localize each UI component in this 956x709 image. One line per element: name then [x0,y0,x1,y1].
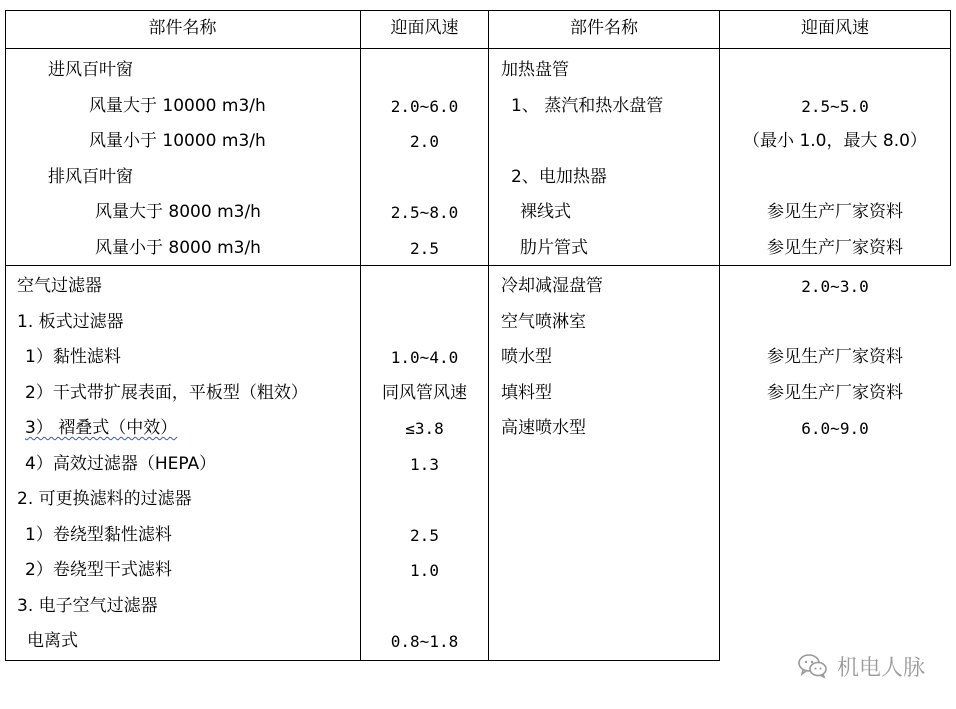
header-face-velocity-left: 迎面风速 [390,18,459,38]
list-item: 风量小于 8000 m3/h [95,237,261,258]
table-cell: 同风管风速 [382,382,467,403]
table-cell: 2.5~5.0 [801,96,869,116]
list-item: 进风百叶窗 [48,60,133,80]
list-item: 2）干式带扩展表面，平板型（粗效） [25,382,308,403]
section2-left-values [361,269,488,660]
table-cell [361,269,488,305]
list-item: 裸线式 [520,202,571,222]
table-cell: ≤3.8 [405,419,444,438]
section1-left-values [361,53,488,266]
table-cell: 参见生产厂家资料 [767,347,903,367]
list-item: 3. 电子空气过滤器 [17,595,158,616]
list-item: 喷水型 [501,347,552,367]
watermark-text: 机电人脉 [837,655,926,681]
spellcheck-underlined-text: 3） 褶叠式（中效） [25,418,178,438]
section2-right-values [720,269,950,447]
list-item [5,411,360,447]
table-cell: 2.5 [410,525,439,545]
section2-left-names [5,269,360,660]
table-cell: 参见生产厂家资料 [767,202,903,222]
table-cell [361,589,488,625]
table-cell [720,53,950,89]
list-item: 1）卷绕型黏性滤料 [25,524,172,545]
list-item: 2）卷绕型干式滤料 [25,560,172,580]
section1-right-values [720,53,950,266]
wechat-icon [797,652,829,680]
section2-right-names [489,269,719,447]
table-cell: （最小 1.0，最大 8.0） [743,131,927,151]
table-cell: 1.3 [410,454,439,474]
list-item: 风量小于 10000 m3/h [89,131,266,151]
table-cell: 参见生产厂家资料 [767,237,903,258]
list-item: 4）高效过滤器（HEPA） [25,453,217,474]
list-item: 1）黏性滤料 [25,347,121,367]
table-cell [720,160,950,196]
table-cell: 1.0~4.0 [390,348,459,367]
table-cell [361,160,488,196]
list-item: 风量大于 10000 m3/h [89,95,266,116]
list-item: 2. 可更换滤料的过滤器 [17,489,192,509]
table-border-bottom [5,660,720,661]
table-cell: 0.8~1.8 [390,632,459,651]
list-item: 加热盘管 [501,60,569,80]
list-item: 冷却减湿盘管 [501,276,603,296]
table-cell: 1.0 [410,561,439,580]
table-cell: 2.5~8.0 [390,203,459,222]
table-border-right [950,10,951,266]
list-item: 风量大于 8000 m3/h [95,202,261,222]
list-item: 高速喷水型 [501,418,586,438]
list-item: 肋片管式 [520,237,588,258]
list-item: 排风百叶窗 [48,166,133,187]
list-item: 2、电加热器 [511,166,607,187]
table-cell [361,305,488,341]
list-item: 空气喷淋室 [501,311,586,332]
table-cell [720,305,950,341]
table-cell [361,53,488,89]
table-cell: 参见生产厂家资料 [767,382,903,403]
header-face-velocity-right: 迎面风速 [801,18,869,38]
header-component-name-right: 部件名称 [570,18,638,38]
list-item: 1、 蒸汽和热水盘管 [511,95,664,116]
list-item: 填料型 [501,382,552,403]
table-cell: 2.0 [410,132,439,151]
list-item: 1. 板式过滤器 [17,311,124,332]
section1-left-names [5,53,360,266]
list-item [489,124,719,160]
table-cell: 2.0~3.0 [801,277,869,296]
header-divider [5,48,951,49]
table-cell: 2.0~6.0 [390,96,459,116]
header-component-name-left: 部件名称 [148,18,217,38]
watermark [797,648,925,684]
list-item: 电离式 [27,631,78,651]
section1-right-names [489,53,719,266]
list-item: 空气过滤器 [17,276,102,296]
table-cell: 2.5 [410,238,439,258]
table-cell [361,482,488,518]
table-cell: 6.0~9.0 [801,419,869,438]
